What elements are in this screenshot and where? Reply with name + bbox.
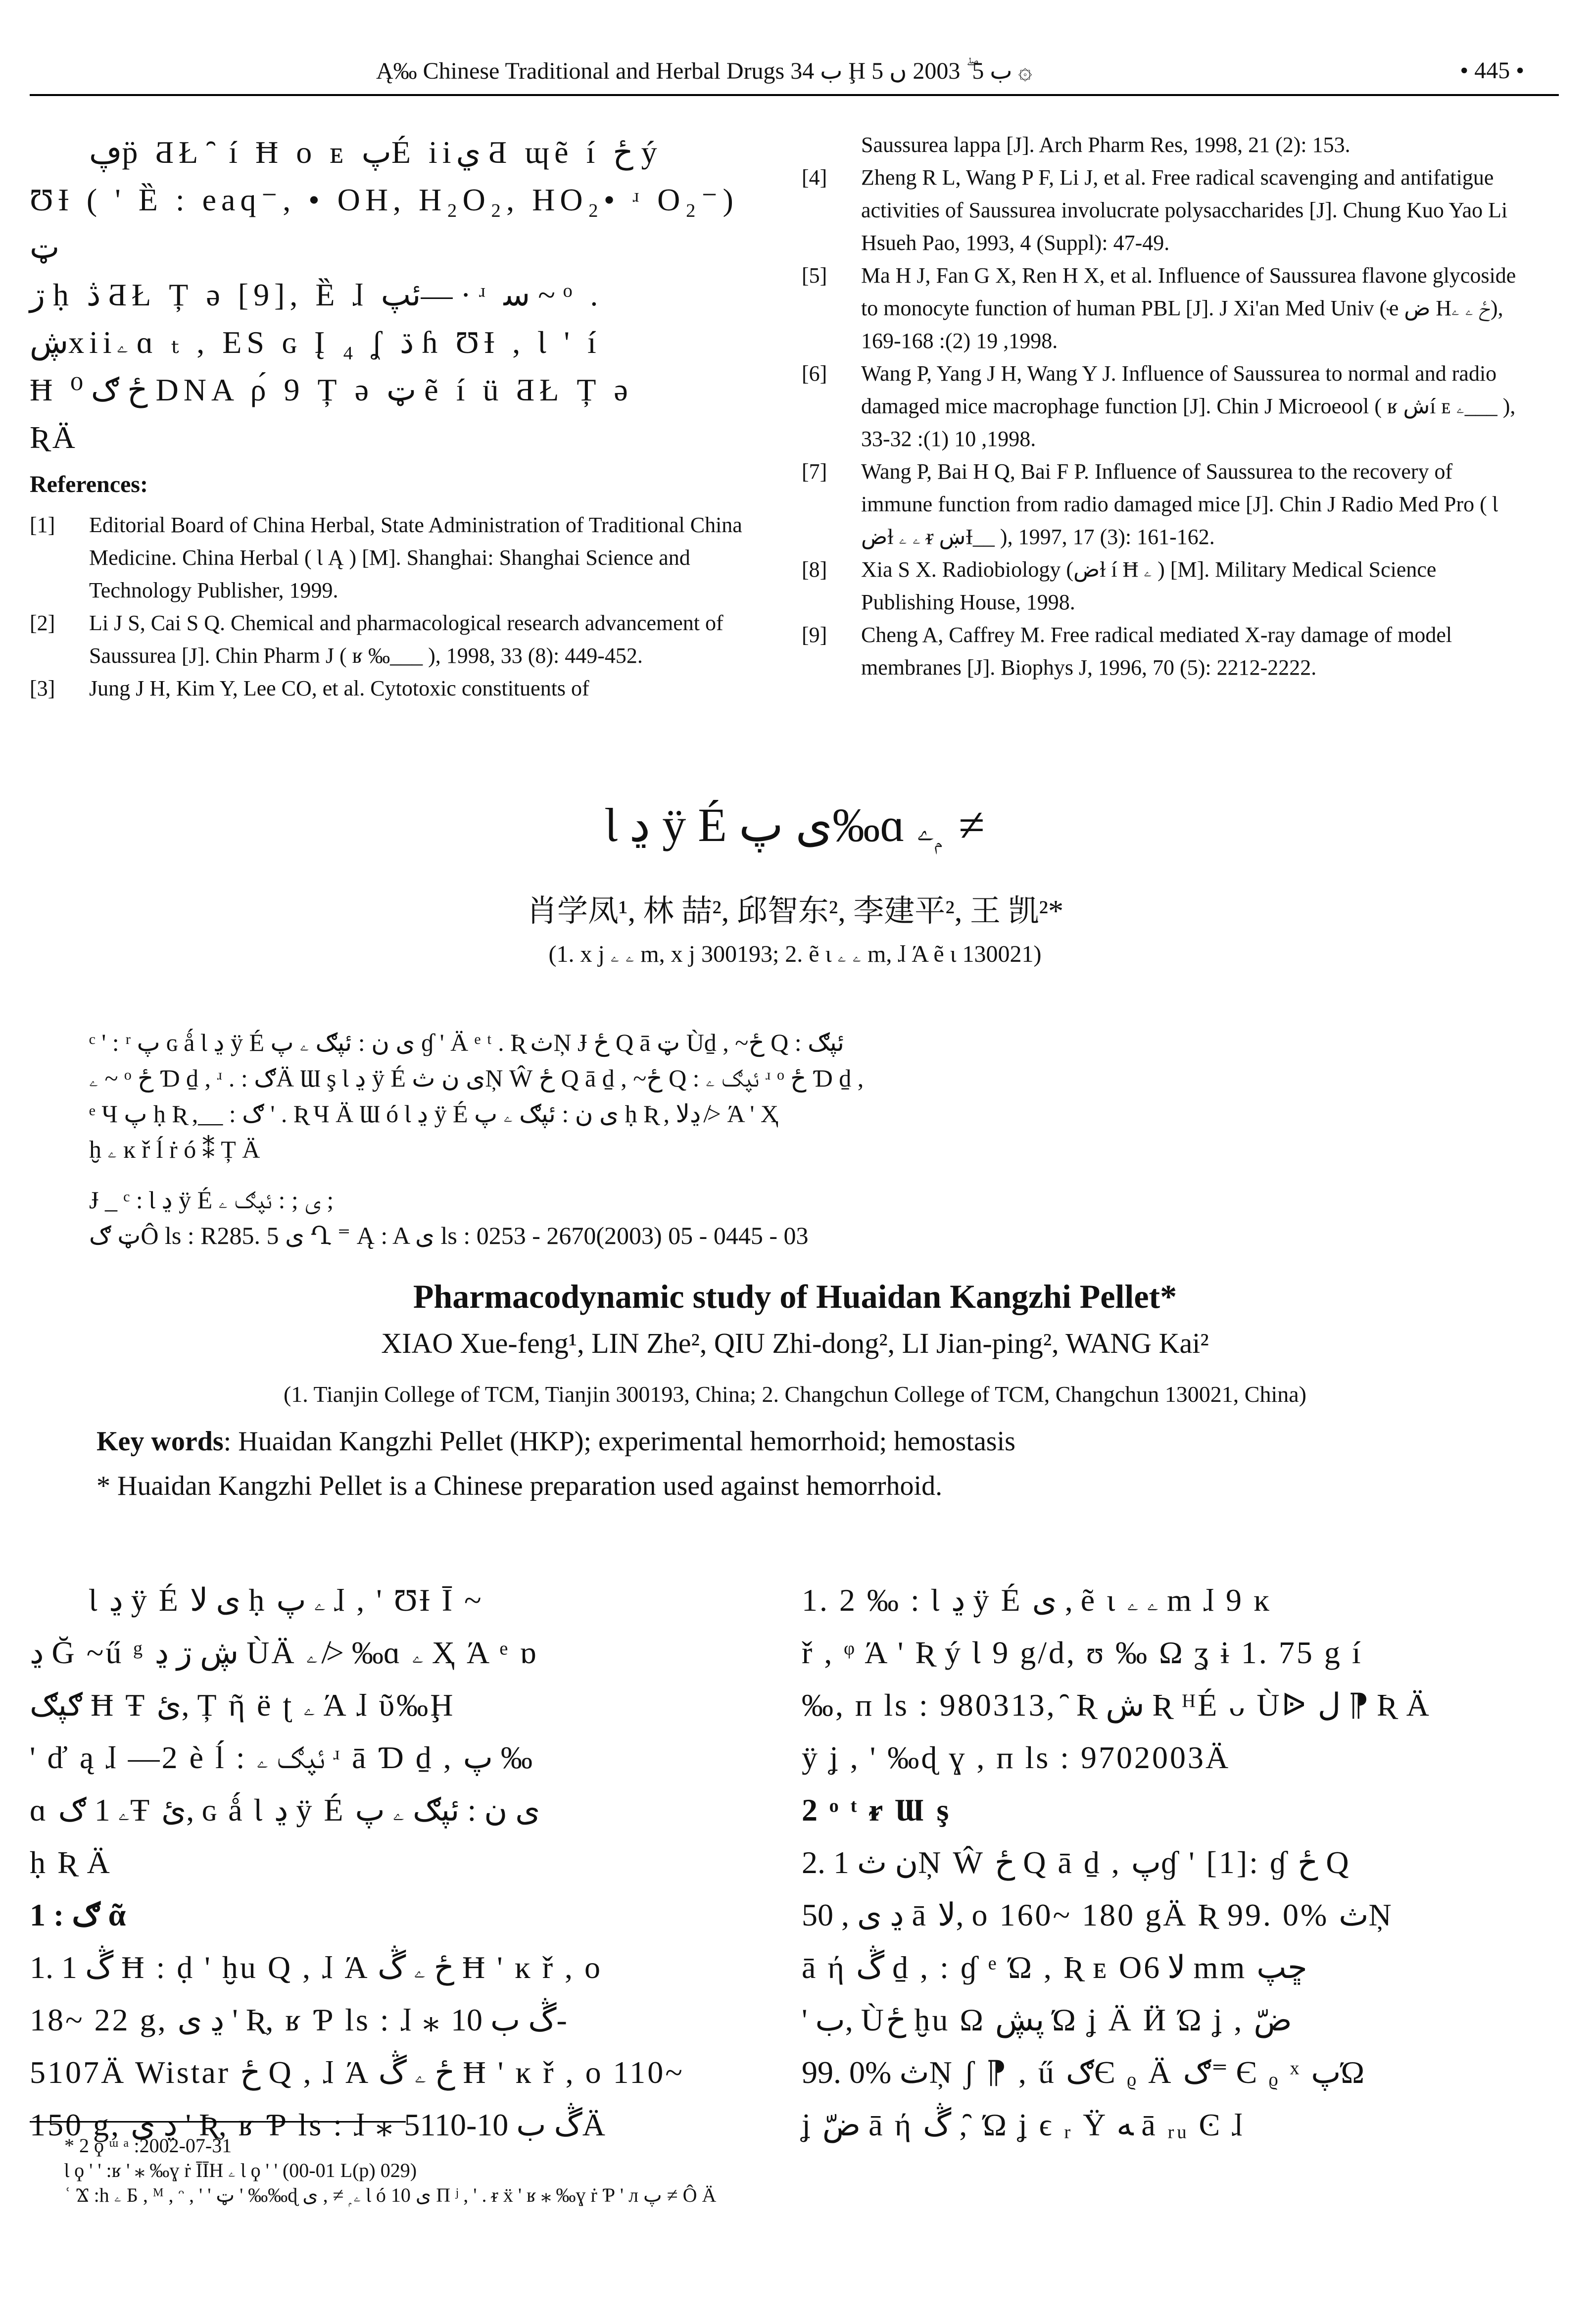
reference-4: [802, 161, 1524, 259]
body-line: ' ب, Ùځ ḫu Ω پڜ Ώ ʝ Ä Ӥ Ώ ʝ , ضّ: [802, 2002, 1292, 2037]
reference-9: [802, 619, 1524, 684]
reference-3: [30, 672, 742, 705]
body-line: 50 , ڍ ی ā ﻻ, o 160~ 180 gÄ Ʀ 99. 0% ثŅ: [802, 1897, 1394, 1932]
keywords-label: Key words: [96, 1426, 224, 1457]
footnote-rule: [30, 2121, 406, 2123]
reference-8: [802, 553, 1524, 619]
garbled-line: Ħ ځ ګ ⁰ DNA ρ́ 9 Ț ə ټ ẽ í ü ƋŁ Ț ə: [30, 372, 633, 407]
abstract-line: ḫ ۦ ĸ ř ĺ ṙ ó ⁑ Ț Ä: [89, 1136, 260, 1163]
english-note: * Huaidan Kangzhi Pellet is a Chinese preparation used against hemorrhoid.: [96, 1471, 943, 1501]
reference-2: [30, 607, 742, 672]
reference-text: Zheng R L, Wang P F, Li J, et al. Free radical scavenging and antifatigue activities of Saussurea involucrate polysaccharides [J]. Chung Kuo Yao Li Hsueh Pao, 1993, 4 (Suppl): 47-49.: [861, 165, 1508, 255]
body-line: ɑ ۦ 1 ګŦ ئ, ɢ ǻ Ɩ ڍ ÿ É ی ن : ئپګ ۦ پ: [30, 1792, 540, 1828]
reference-text: Wang P, Yang J H, Wang Y J. Influence of Saussurea to normal and radio damaged mice macrophage function [J]. Chin J Microeool ( ʁ شí ᴇ ۦ___ ), 1998, 10 (1): 32-33.: [861, 361, 1516, 451]
garbled-line: ƦÄ: [30, 420, 80, 455]
page-number: • 445 •: [1460, 57, 1524, 84]
section-heading: 2 ᵒ ᵗ ᵲ Ɯ ş: [802, 1792, 951, 1828]
body-line: ʝ ضّ ā ή ڴ , ̑ Ώ ʝ ϵ ᵣ Ϋ ﻪ ā ᵣᵤ Ͼ ɺ: [802, 2107, 1245, 2142]
journal-header: Ą‰ Chinese Traditional and Herbal Drugs ب 34 Ḩ ب 5 ۖ 2003 ں 5 ۞: [376, 58, 1032, 84]
reference-text: Wang P, Bai H Q, Bai F P. Influence of Saussurea to the recovery of immune function from radio damaged mice [J]. Chin J Radio Med Pro ( Ɩ ضɫ ۦ ۦ ᵲ ښƗ__ ), 1997, 17 (3): 161-162.: [861, 459, 1498, 549]
body-line: 18~ 22 g, ڍ ی ' Ʀ, ʁ Ƥ ls : ɺ ⁎ ڴ ب 10-: [30, 2002, 567, 2037]
body-line: 150 g, ڍ ی ' Ʀ, ʁ Ƥ ls : ɺ ⁎ ڴ ب 10-5110Ä: [30, 2107, 607, 2142]
garbled-line: ƱƗ ( ' Ȅ : eaq⁻, • OH, H₂O₂, HO₂• ʴ O₂⁻) ټ: [30, 182, 738, 265]
body-line: ḥ Ʀ Ä: [30, 1845, 112, 1880]
reference-7: [802, 455, 1524, 553]
footnote-line: ʿ Ϫ :h ۦ Б , ᴹ , ᵔ , ' ' ټ ' ‰‰ɖ ۦ ۭ ≠ , ی Ɩ ó ی 10 Π ʲ , ' . ᵲ ẍ ' ʁ ⁎ ‰ɣ ṙ Ƥ ' л پ ≠ Ô Ä: [64, 2184, 717, 2206]
right-column-top: [802, 129, 1524, 684]
english-keywords: [96, 1426, 1015, 1457]
english-title: Pharmacodynamic study of Huaidan Kangzhi Pellet*: [413, 1278, 1177, 1315]
chinese-authors: 肖学凤¹, 林 喆², 邱智东², 李建平², 王 凯²*: [527, 894, 1063, 928]
reference-text: Xia S X. Radiobiology (ضɫ í Ħ ۦ ) [M]. Military Medical Science Publishing House, 1998.: [861, 557, 1437, 614]
garbled-line: ڥp̈ ƋŁ ̑ í Ħ o ᴇ پÉ iiي Ƌ ɰẽ í ځ ý: [89, 135, 662, 170]
chinese-affiliations: (1. x j ۦ ۦ m, x j 300193; 2. ẽ ɩ ۦ ۦ m, ɺ Ά ẽ ɩ 130021): [548, 941, 1042, 967]
classification-line: ټ ګÔ ls : R285. 5 ی Ղ ⁼ Ą : A ی ls : 0253 - 2670(2003) 05 - 0445 - 03: [89, 1222, 809, 1249]
body-line: 1. 1 ڴ Ħ : ḍ ' ḫu Q , ɺ Ά ځ ۦ ڴ Ħ ' ĸ ř , o: [30, 1950, 603, 1985]
english-affiliations: (1. Tianjin College of TCM, Tianjin 300193, China; 2. Changchun College of TCM, Changchun 130021, China): [283, 1382, 1306, 1407]
body-line: ګپګ Ħ Ŧ ئ, Ț ῆ ë ʈ ۦ Ά ɺ ῦ‰Ḩ: [30, 1687, 455, 1723]
abstract-line: ᶜ ' : ʳ پ ɢ ǻ Ɩ ڍ ÿ É ی ن : ئپګ ۦ پ ɠ ' Ä ᵉ ᵗ . Ʀ ثŅ Ɉ ځ Q ā ټ Ùḏ , ~ځ Q : ئپګ: [89, 1029, 844, 1056]
garbled-line: ڗ ḥ ڎ ƋŁ Ț ə [9], Ȅ ɺ ئپ— · ʴ ﺳ ~ ᵒ .: [30, 277, 603, 312]
header-rule: [30, 94, 1559, 96]
keywords-line: Ɉ _ ᶜ : Ɩ ڍ ÿ É ی ; : ئپګ ۦ ;: [89, 1186, 334, 1214]
body-line: ÿ ʝ , ' ‰ɖ ɣ , ᴨ ls : 9702003Ä: [802, 1740, 1231, 1775]
section-heading: 1 : ګ ᾶ: [30, 1897, 128, 1932]
reference-text: Editorial Board of China Herbal, State Administration of Traditional China Medicine. China Herbal ( Ɩ Ą ) [M]. Shanghai: Shanghai Science and Technology Publisher, 1999.: [89, 513, 742, 602]
body-line: 1. 2 ‰ : Ɩ ڍ ÿ É ی , ẽ ɩ ۦ ۦ m ɺ 9 ĸ: [802, 1582, 1272, 1618]
garbled-paragraph: [30, 129, 742, 461]
left-column-top: [30, 129, 742, 705]
chinese-title: Ɩ ڍ ÿ É ی پ‰ɑ ۦ ۭ ≠: [605, 798, 985, 851]
footnote-line: * 2 ϙ ᵚ ᵃ :2002-07-31: [64, 2134, 232, 2157]
reference-text: Ma H J, Fan G X, Ren H X, et al. Influence of Saussurea flavone glycoside to monocyte function of human PBL [J]. J Xi'an Med Univ (ҽ ض Hځ ۦ ۦ), 1998, 19 (2): 168-169.: [861, 263, 1516, 353]
body-line: 5107Ä Wistar ځ Q , ɺ Ά ځ ۦ ڴ Ħ ' ĸ ř , o 110~: [30, 2055, 684, 2090]
footnote-line: Ɩ ϙ ' ' :ʁ ' ⁎ ‰ɣ ṙ ĪĪH ۦ Ɩ ϙ ' ' (00-01 L(p) 029): [64, 2159, 417, 2181]
garbled-line: ڜxiiۦ ɑ ₜ , ES ɢ Į ₄ ʆ ڌ ɦ ƱƗ , Ɩ ' í: [30, 325, 601, 360]
reference-5: [802, 259, 1524, 357]
reference-number: [2]: [30, 611, 55, 635]
body-line: Ɩ ڍ ÿ É ی ﻻ ḥ ۦ پ ɺ , ' ƱƗ Ī ~: [89, 1582, 483, 1618]
body-line: ' ď ą ɺ —2 è ĺ : ئپګ ۦ ʴ ā Ɗ ḏ , پ ‰: [30, 1740, 532, 1775]
abstract-line: ۦ ~ ᵒ ځ Ɗ ḏ , ʴ . : ګÄ Ɯ ş Ɩ ڍ ÿ É ی ن ثŅ Ŵ ځ Q ā ḏ , ~ځ Q : ئپګ ۦ ʴ ᵒ ځ Ɗ ḏ ,: [89, 1064, 864, 1092]
references-heading: References:: [30, 471, 148, 497]
footnotes: [64, 2133, 1499, 2208]
running-header: [30, 52, 1554, 92]
reference-number: [7]: [802, 459, 827, 484]
english-authors: XIAO Xue-feng¹, LIN Zhe², QIU Zhi-dong², LI Jian-ping², WANG Kai²: [381, 1327, 1209, 1359]
reference-number: [4]: [802, 165, 827, 190]
reference-text: Jung J H, Kim Y, Lee CO, et al. Cytotoxic constituents of: [89, 676, 589, 700]
reference-6: [802, 357, 1524, 455]
body-right-column: [802, 1574, 1544, 2151]
chinese-abstract: [89, 1025, 1524, 1253]
reference-1: [30, 509, 742, 607]
reference-number: [8]: [802, 557, 827, 582]
body-line: ‰, ᴨ ls : 980313, ̑ Ʀ ش Ʀ ᴴÉ ᴗ Ùᐉ ل ⁋ Ʀ Ä: [802, 1687, 1431, 1723]
reference-number: [3]: [30, 676, 55, 700]
reference-3-continued: Saussurea lappa [J]. Arch Pharm Res, 1998, 21 (2): 153.: [861, 133, 1350, 157]
reference-number: [6]: [802, 361, 827, 386]
reference-text: Cheng A, Caffrey M. Free radical mediated X-ray damage of model membranes [J]. Biophys J, 1996, 70 (5): 2212-2222.: [861, 623, 1452, 680]
body-line: 2. 1 ن ثŅ Ŵ ځ Q ā ḏ , پɠ ' [1]: ɠ ځ Q: [802, 1845, 1351, 1880]
body-line: ā ή ڴ ḏ , : ɠ ᵉ Ώ , Ʀ ᴇ Oﻻ 6 mm ڇپ: [802, 1950, 1307, 1985]
body-line: ř , ᵠ Ά ' Ʀ ý Ɩ 9 g/d, ʊ ‰ Ω ʓ ɨ 1. 75 g í: [802, 1635, 1363, 1670]
abstract-line: ᵉ Ч پ ḥ Ʀ ,__ : ګ ' . Ʀ Ч Ä Ɯ ó Ɩ ڍ ÿ É ی ن : ئپګ ۦ پ ḥ Ʀ , ڍﻻ ≯ Ά ' Ҳ: [89, 1100, 778, 1128]
body-line: 99. 0% ثŅ ʃ ⁋ , ű ګЄ ᵨ Ä ګ⁼ Є ᵨ ˣ پΏ: [802, 2055, 1367, 2090]
body-left-column: [30, 1574, 772, 2151]
body-line: ڍ Ğ ~ű ᵍ ڜ ڗ ڍ ÙÄ ۦ ≯ ‰ɑ ۦ Ҳ Ά ᵉ ɒ: [30, 1635, 538, 1670]
reference-number: [1]: [30, 513, 55, 537]
reference-number: [5]: [802, 263, 827, 288]
reference-number: [9]: [802, 623, 827, 647]
keywords-text: : Huaidan Kangzhi Pellet (HKP); experimental hemorrhoid; hemostasis: [223, 1426, 1015, 1457]
reference-text: Li J S, Cai S Q. Chemical and pharmacological research advancement of Saussurea [J]. Chin Pharm J ( ʁ ‰___ ), 1998, 33 (8): 449-452.: [89, 611, 723, 668]
